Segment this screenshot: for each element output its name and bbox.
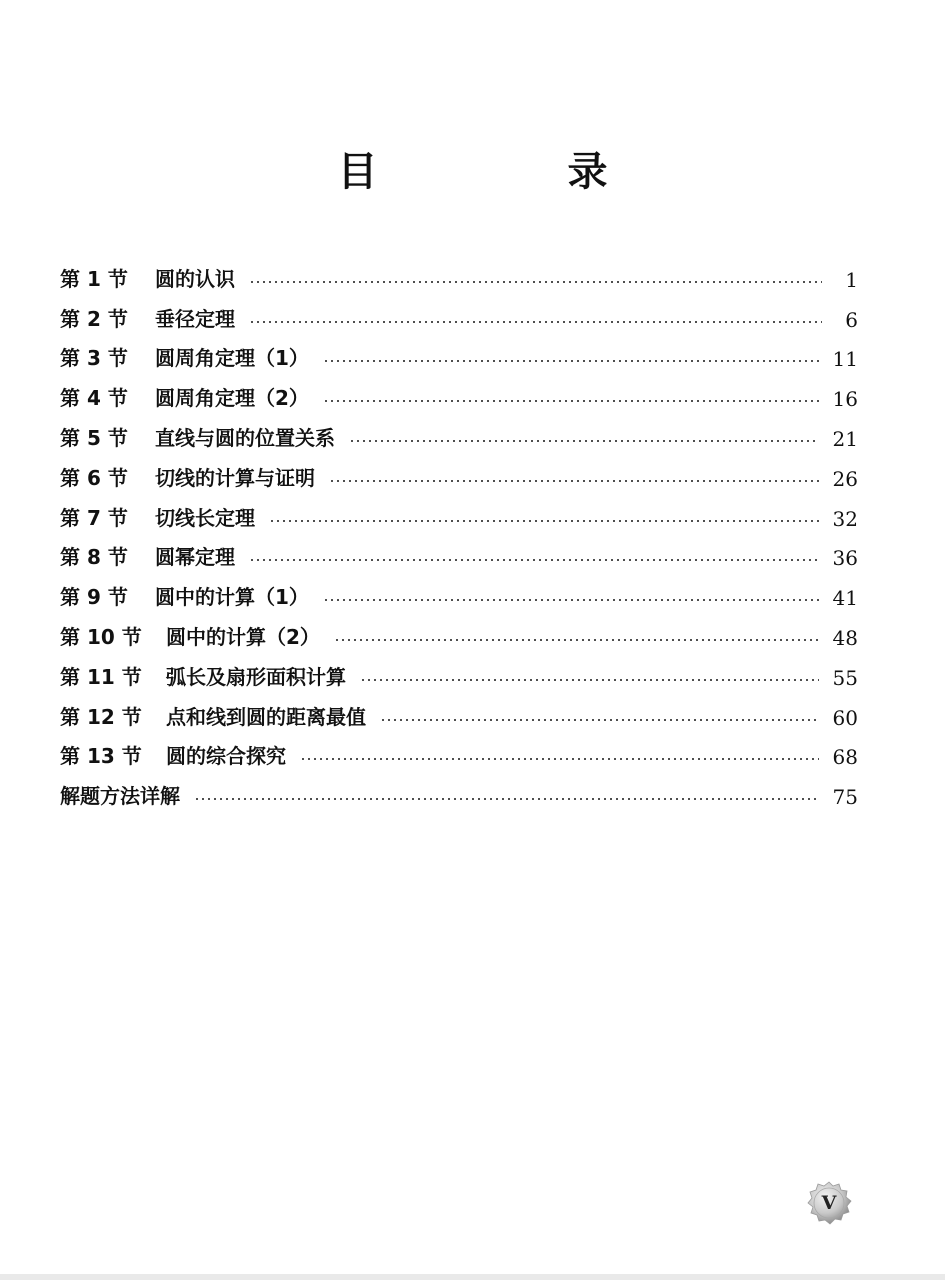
toc-entry-10[interactable] [60,610,858,650]
toc-entry-number: 第 4 节 [60,386,128,411]
dot-leader [323,360,819,362]
toc-entry-title: 圆的认识 [155,266,235,291]
toc-entry-title: 垂径定理 [155,306,235,331]
toc-entry-title: 圆周角定理（2） [155,386,309,411]
toc-entry-number: 第 10 节 [60,624,142,649]
toc-entry-number: 第 5 节 [60,425,128,450]
table-of-contents [60,252,858,809]
page-folio-badge [806,1180,852,1226]
toc-entry-title: 解题方法详解 [60,784,180,809]
toc-entry-page: 32 [832,506,858,531]
toc-entry-page: 68 [832,745,858,770]
toc-entry-page: 41 [832,586,858,611]
dot-leader [380,719,819,721]
toc-entry-number: 第 2 节 [60,306,128,331]
toc-entry-number: 第 11 节 [60,664,142,689]
toc-entry-title: 圆幂定理 [155,545,235,570]
toc-entry-page: 36 [832,546,858,571]
toc-entry-number: 第 9 节 [60,585,128,610]
scan-bottom-edge [0,1274,945,1280]
toc-entry-page: 55 [832,665,858,690]
toc-entry-title: 切线长定理 [155,505,255,530]
dot-leader [249,281,822,283]
dot-leader [360,679,819,681]
toc-entry-title: 切线的计算与证明 [155,465,315,490]
toc-entry-page: 26 [832,466,858,491]
toc-entry-title: 直线与圆的位置关系 [155,425,335,450]
dot-leader [323,400,819,402]
toc-entry-number: 第 8 节 [60,545,128,570]
toc-entry-3[interactable] [60,332,858,372]
toc-entry-8[interactable] [60,531,858,571]
toc-entry-6[interactable] [60,451,858,491]
toc-entry-title: 圆中的计算（1） [155,585,309,610]
toc-entry-7[interactable] [60,491,858,531]
dot-leader [334,639,819,641]
toc-entry-page: 60 [832,705,858,730]
toc-entry-title: 圆周角定理（1） [155,346,309,371]
dot-leader [300,758,819,760]
toc-entry-title: 圆的综合探究 [166,744,286,769]
toc-entry-page: 1 [845,267,858,292]
toc-entry-1[interactable] [60,252,858,292]
toc-entry-page: 11 [832,347,858,372]
toc-entry-title: 圆中的计算（2） [166,624,320,649]
toc-entry-title: 点和线到圆的距离最值 [166,704,366,729]
page-folio-number: V [821,1192,837,1214]
toc-entry-page: 48 [832,625,858,650]
toc-entry-5[interactable] [60,411,858,451]
toc-entry-number: 第 7 节 [60,505,128,530]
toc-entry-number: 第 1 节 [60,266,128,291]
dot-leader [249,559,819,561]
toc-entry-title: 弧长及扇形面积计算 [166,664,346,689]
toc-entry-9[interactable] [60,570,858,610]
toc-entry-page: 75 [832,785,858,810]
toc-entry-number: 第 3 节 [60,346,128,371]
toc-entry-4[interactable] [60,371,858,411]
toc-entry-11[interactable] [60,650,858,690]
toc-entry-number: 第 6 节 [60,465,128,490]
dot-leader [194,798,819,800]
toc-entry-2[interactable] [60,292,858,332]
toc-entry-12[interactable] [60,690,858,730]
toc-entry-page: 16 [832,387,858,412]
dot-leader [249,321,822,323]
toc-entry-13[interactable] [60,730,858,770]
dot-leader [329,480,819,482]
toc-entry-number: 第 13 节 [60,744,142,769]
toc-entry-number: 第 12 节 [60,704,142,729]
toc-entry-appendix[interactable] [60,769,858,809]
page-title: 目 录 [337,149,696,195]
dot-leader [349,440,819,442]
toc-entry-page: 21 [832,426,858,451]
toc-entry-page: 6 [845,307,858,332]
dot-leader [323,599,819,601]
dot-leader [269,520,819,522]
